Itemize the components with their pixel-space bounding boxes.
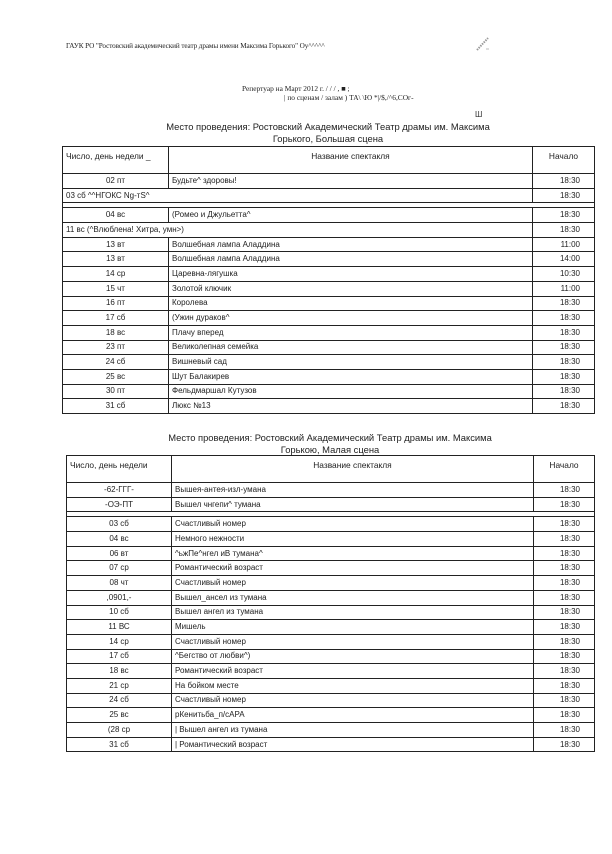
time-cell: 18:30 (534, 532, 595, 547)
time-cell: 18:30 (534, 517, 595, 532)
title-cell: ^ьжПе^нгел иВ тумана^ (172, 546, 534, 561)
date-cell: 18 вс (63, 325, 169, 340)
column-header-title: Название спектакля (172, 456, 534, 483)
date-cell: 31 сб (63, 399, 169, 414)
time-cell: 18:30 (534, 678, 595, 693)
title-cell: Золотой ключик (169, 281, 533, 296)
table-row (67, 693, 595, 708)
table-row (67, 664, 595, 679)
column-header-title: Название спектакля (169, 147, 533, 174)
date-cell: 14 ср (67, 634, 172, 649)
title-cell: ^Бегство от любви^) (172, 649, 534, 664)
table-header-row (63, 147, 595, 174)
table-row (67, 737, 595, 752)
title-cell: Счастливый номер (172, 517, 534, 532)
time-cell: 11:00 (533, 237, 595, 252)
organization-header: ГАУК РО "Ростовский академический театр драмы имени Максима Горького" Оу^^^^^ (66, 42, 325, 50)
date-cell: 07 ср (67, 561, 172, 576)
table-row (63, 384, 595, 399)
time-cell: 18:30 (534, 723, 595, 738)
title-cell: Вышел_ансел из тумана (172, 590, 534, 605)
date-cell: 04 вс (67, 532, 172, 547)
venue-heading-small-stage (66, 432, 594, 456)
time-cell: 18:30 (534, 649, 595, 664)
time-cell: 18:30 (533, 325, 595, 340)
time-cell: 18:30 (534, 546, 595, 561)
column-header-time: Начало (534, 456, 595, 483)
date-cell: 11 ВС (67, 620, 172, 635)
venue-line-1: Место проведения: Ростовский Академический Театр драмы им. Максима (168, 432, 492, 443)
repertoire-title: Репертуар на Март 2012 г. / / / , ■ ; (242, 84, 350, 93)
date-cell: 04 вс (63, 208, 169, 223)
merged-date-title-cell: 11 вс (^Влюблена! Хитра, умн>) (63, 223, 533, 238)
date-cell: -ОЭ-ПТ (67, 497, 172, 512)
time-cell: 18:30 (534, 497, 595, 512)
date-cell: 21 ср (67, 678, 172, 693)
time-cell: 18:30 (533, 188, 595, 203)
table-row (63, 340, 595, 355)
time-cell: 18:30 (534, 590, 595, 605)
table-row (67, 708, 595, 723)
date-cell: 31 сб (67, 737, 172, 752)
title-cell: (Ужин дураков^ (169, 311, 533, 326)
date-cell: 13 вт (63, 237, 169, 252)
small-stage-schedule-table (66, 455, 595, 752)
time-cell: 14:00 (533, 252, 595, 267)
title-cell: рКенитьба_п/сАРА (172, 708, 534, 723)
table-row (63, 237, 595, 252)
time-cell: 10:30 (533, 267, 595, 282)
title-cell: Плачу вперед (169, 325, 533, 340)
title-cell: Немного нежности (172, 532, 534, 547)
time-cell: 18:30 (533, 311, 595, 326)
table-row (63, 355, 595, 370)
time-cell: 11:00 (533, 281, 595, 296)
table-row (67, 532, 595, 547)
title-cell: Вышел ангел из тумана (172, 605, 534, 620)
title-cell: Будьте^ здоровы! (169, 174, 533, 189)
table-row (63, 281, 595, 296)
title-cell: На бойком месте (172, 678, 534, 693)
table-row (63, 188, 595, 203)
title-cell: Вышел чнгепи^ тумана (172, 497, 534, 512)
column-header-time: Начало (533, 147, 595, 174)
date-cell: 24 сб (63, 355, 169, 370)
table-row (67, 561, 595, 576)
time-cell: 18:30 (534, 708, 595, 723)
table-row (63, 223, 595, 238)
time-cell: 18:30 (533, 208, 595, 223)
title-cell: Мишель (172, 620, 534, 635)
date-cell: 17 сб (63, 311, 169, 326)
time-cell: 18:30 (534, 561, 595, 576)
repertoire-subtitle: | по сценам / залам ) ТА\ \Ю *|/$,/^6,СОг- (284, 93, 414, 102)
date-cell: 16 пт (63, 296, 169, 311)
title-cell: Волшебная лампа Аладдина (169, 237, 533, 252)
table-row (67, 546, 595, 561)
table-row (67, 723, 595, 738)
title-cell: (Ромео и Джульетта^ (169, 208, 533, 223)
merged-date-title-cell: 03 сб ^^НГОКС Ng-тS^ (63, 188, 533, 203)
time-cell: 18:30 (534, 605, 595, 620)
time-cell: 18:30 (534, 693, 595, 708)
table-row (63, 267, 595, 282)
title-cell: Королева (169, 296, 533, 311)
table-row (67, 517, 595, 532)
time-cell: 18:30 (533, 296, 595, 311)
date-cell: 03 сб (67, 517, 172, 532)
time-cell: 18:30 (534, 620, 595, 635)
date-cell: 24 сб (67, 693, 172, 708)
column-header-date: Число, день недели _ (63, 147, 169, 174)
title-cell: Волшебная лампа Аладдина (169, 252, 533, 267)
date-cell: 23 пт (63, 340, 169, 355)
table-row (67, 590, 595, 605)
table-row (63, 311, 595, 326)
title-cell: Счастливый номер (172, 576, 534, 591)
date-cell: 17 сб (67, 649, 172, 664)
table-row (67, 605, 595, 620)
time-cell: 18:30 (534, 664, 595, 679)
big-stage-schedule-table (62, 146, 595, 414)
column-header-date: Число, день недели (67, 456, 172, 483)
title-cell: Царевна-лягушка (169, 267, 533, 282)
title-cell: Вышея-антея-изл-умана (172, 483, 534, 498)
title-cell: Фельдмаршал Кутузов (169, 384, 533, 399)
date-cell: 15 чт (63, 281, 169, 296)
date-cell: 25 вс (67, 708, 172, 723)
table-header-row (67, 456, 595, 483)
date-cell: 02 пт (63, 174, 169, 189)
date-cell: 06 вт (67, 546, 172, 561)
table-row (67, 678, 595, 693)
title-cell: Счастливый номер (172, 634, 534, 649)
table-row (63, 399, 595, 414)
time-cell: 18:30 (533, 223, 595, 238)
time-cell: 18:30 (533, 340, 595, 355)
time-cell: 18:30 (534, 737, 595, 752)
table-row (67, 649, 595, 664)
date-cell: 13 вт (63, 252, 169, 267)
date-cell: 14 ср (63, 267, 169, 282)
time-cell: 18:30 (533, 369, 595, 384)
time-cell: 18:30 (533, 174, 595, 189)
table-row (63, 325, 595, 340)
table-row (63, 208, 595, 223)
pen-signature-icon (474, 36, 492, 52)
title-cell: Люкс №13 (169, 399, 533, 414)
time-cell: 18:30 (533, 355, 595, 370)
venue-line-2: Горькою, Малая сцена (280, 444, 380, 455)
venue-heading-big-stage (62, 121, 594, 145)
date-cell: 08 чт (67, 576, 172, 591)
table-row (63, 174, 595, 189)
table-row (67, 620, 595, 635)
venue-line-1: Место проведения: Ростовский Академический Театр драмы им. Максима (166, 121, 490, 132)
date-cell: ,0901,- (67, 590, 172, 605)
date-cell: 30 пт (63, 384, 169, 399)
table-row (67, 576, 595, 591)
table-row (67, 634, 595, 649)
title-cell: Счастливый номер (172, 693, 534, 708)
margin-mark: Ш (475, 110, 483, 119)
date-cell: 10 сб (67, 605, 172, 620)
date-cell: 18 вс (67, 664, 172, 679)
table-row (67, 497, 595, 512)
date-cell: -62-ГГГ- (67, 483, 172, 498)
time-cell: 18:30 (534, 483, 595, 498)
table-row (63, 252, 595, 267)
title-cell: Шут Балакирев (169, 369, 533, 384)
title-cell: Великолепная семейка (169, 340, 533, 355)
title-cell: Романтический возраст (172, 664, 534, 679)
time-cell: 18:30 (534, 576, 595, 591)
time-cell: 18:30 (534, 634, 595, 649)
title-cell: | Вышел ангел из тумана (172, 723, 534, 738)
title-cell: Вишневый сад (169, 355, 533, 370)
time-cell: 18:30 (533, 384, 595, 399)
table-row (67, 483, 595, 498)
venue-line-2: Горького, Большая сцена (272, 133, 384, 144)
date-cell: (28 ср (67, 723, 172, 738)
title-cell: Романтический возраст (172, 561, 534, 576)
date-cell: 25 вс (63, 369, 169, 384)
title-cell: | Романтический возраст (172, 737, 534, 752)
table-row (63, 296, 595, 311)
table-row (63, 369, 595, 384)
time-cell: 18:30 (533, 399, 595, 414)
